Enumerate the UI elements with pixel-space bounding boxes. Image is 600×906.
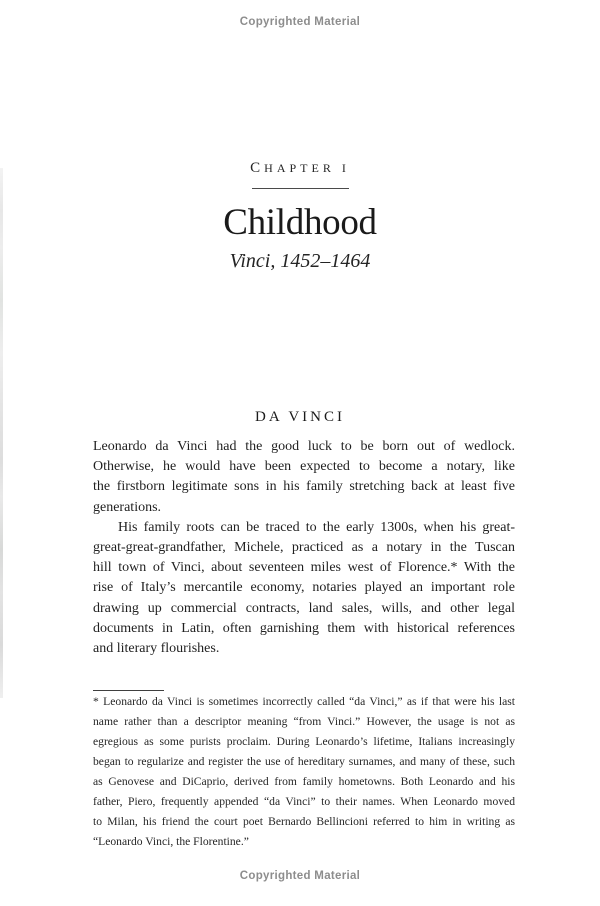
body-text bbox=[93, 437, 515, 659]
body-text-line: drawing up commercial contracts, land sales, wills, and other legal bbox=[93, 600, 515, 616]
copyright-watermark-bottom: Copyrighted Material bbox=[239, 870, 361, 882]
footnote-text-line: father, Piero, frequently appended “da Vinci” to their names. When Leonardo moved bbox=[93, 795, 515, 808]
copyright-watermark-top: Copyrighted Material bbox=[239, 16, 361, 28]
section-heading: DA VINCI bbox=[255, 409, 345, 425]
footnote-text-line: as Genovese and DiCaprio, derived from family hometowns. Both Leonardo and his bbox=[93, 775, 515, 788]
body-text-line: documents in Latin, often garnishing them with historical references bbox=[93, 620, 515, 636]
footnote-text-line: name rather than a descriptor meaning “from Vinci.” However, the usage is not as bbox=[93, 715, 515, 728]
body-text-line: generations. bbox=[93, 499, 162, 515]
footnote-text-line: egregious as some purists proclaim. During Leonardo’s lifetime, Italians increasingly bbox=[93, 735, 515, 748]
body-text-line: hill town of Vinci, about seventeen miles west of Florence.* With the bbox=[93, 560, 515, 576]
footnote-text-line: began to regularize and register the use of hereditary surnames, and many of these, such bbox=[93, 755, 515, 768]
chapter-number-label: CHAPTER I bbox=[250, 160, 350, 176]
body-text-line: and literary flourishes. bbox=[93, 641, 220, 657]
chapter-title: Childhood bbox=[223, 202, 377, 243]
footnote-text-line: to Milan, his friend the court poet Bernardo Bellincioni referred to him in writing as bbox=[93, 815, 515, 828]
body-text-line: Leonardo da Vinci had the good luck to be born out of wedlock. bbox=[93, 439, 515, 454]
body-text-line: great-great-grandfather, Michele, practiced as a notary in the Tuscan bbox=[93, 540, 515, 556]
chapter-divider-rule bbox=[252, 188, 349, 189]
page-edge-scan-artifact bbox=[0, 168, 3, 698]
chapter-subtitle: Vinci, 1452–1464 bbox=[229, 250, 371, 272]
footnote-divider-rule bbox=[93, 690, 164, 691]
footnote-text bbox=[93, 692, 515, 852]
footnote-text-line: “Leonardo Vinci, the Florentine.” bbox=[93, 835, 249, 848]
body-text-line: the firstborn legitimate sons in his family stretching back at least five bbox=[93, 479, 515, 495]
body-text-line: His family roots can be traced to the early 1300s, when his great- bbox=[118, 519, 515, 535]
footnote-text-line: * Leonardo da Vinci is sometimes incorrectly called “da Vinci,” as if that were his last bbox=[93, 695, 515, 708]
body-text-line: Otherwise, he would have been expected to become a notary, like bbox=[93, 459, 515, 475]
body-text-line: rise of Italy’s mercantile economy, notaries played an important role bbox=[93, 580, 515, 596]
